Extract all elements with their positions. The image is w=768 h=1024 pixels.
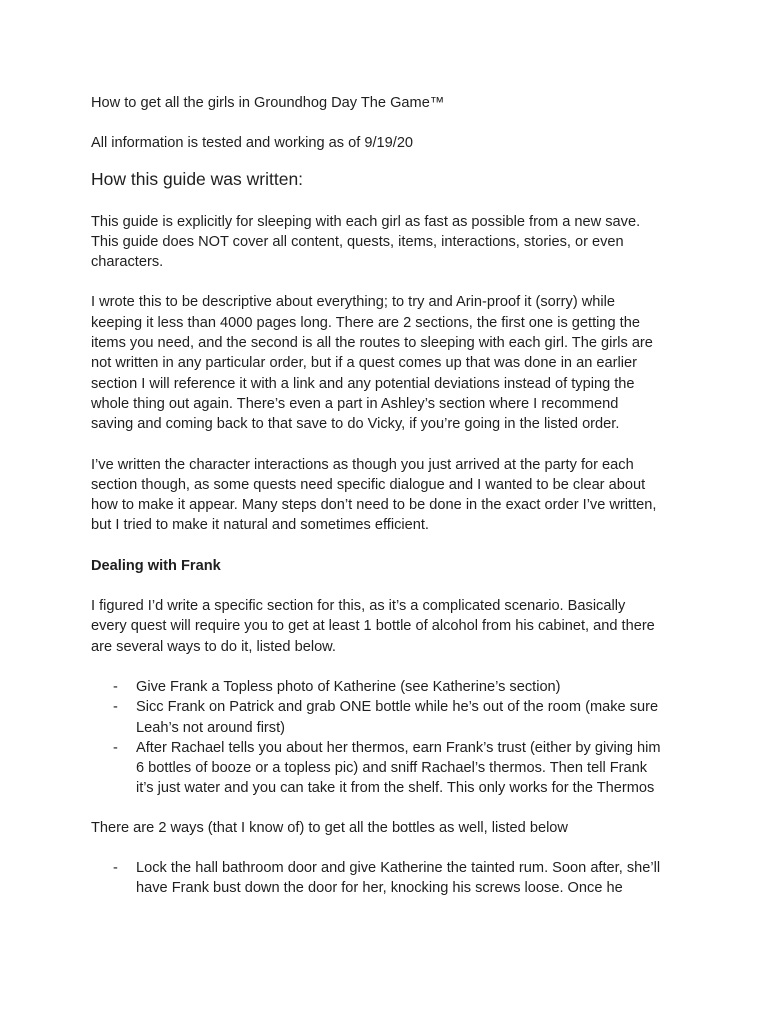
text-line: After Rachael tells you about her thermos, earn Frank’s trust (either by giving him bbox=[136, 739, 661, 756]
text-line: are several ways to do it, listed below. bbox=[91, 638, 336, 655]
text-line: section I will reference it with a link and any potential deviations instead of typing the bbox=[91, 375, 635, 392]
text-line: how to make it appear. Many steps don’t need to be done in the exact order I’ve written, bbox=[91, 497, 657, 514]
list-item bbox=[91, 697, 691, 738]
dash-bullet: - bbox=[113, 699, 118, 716]
dash-bullet: - bbox=[113, 739, 118, 756]
text-line: but I tried to make it natural and sometimes efficient. bbox=[91, 517, 429, 534]
text-line: items you need, and the second is all the routes to sleeping with each girl. The girls are bbox=[91, 335, 653, 352]
text-line: keeping it less than 4000 pages long. There are 2 sections, the first one is getting the bbox=[91, 314, 640, 331]
bottles-methods-list bbox=[91, 858, 691, 899]
list-item bbox=[91, 677, 691, 697]
text-line: it’s just water and you can take it from the shelf. This only works for the Thermos bbox=[136, 780, 655, 797]
text-line: Leah’s not around first) bbox=[136, 719, 286, 736]
text-line: Give Frank a Topless photo of Katherine (see Katherine’s section) bbox=[136, 678, 561, 695]
bottles-intro-paragraph: There are 2 ways (that I know of) to get all the bottles as well, listed below bbox=[91, 819, 568, 836]
text-line: whole thing out again. There’s even a part in Ashley’s section where I recommend bbox=[91, 395, 619, 412]
text-line: not written in any particular order, but if a quest comes up that was done in an earlier bbox=[91, 355, 637, 372]
intro-paragraph-1 bbox=[91, 212, 691, 273]
intro-paragraph-2 bbox=[91, 292, 691, 434]
frank-methods-list bbox=[91, 677, 691, 799]
text-line: Lock the hall bathroom door and give Katherine the tainted rum. Soon after, she’ll bbox=[136, 860, 661, 877]
list-item bbox=[91, 738, 691, 799]
text-line: have Frank bust down the door for her, knocking his screws loose. Once he bbox=[136, 880, 623, 897]
text-line: I figured I’d write a specific section for this, as it’s a complicated scenario. Basically bbox=[91, 598, 626, 615]
text-line: section though, as some quests need specific dialogue and I wanted to be clear about bbox=[91, 476, 646, 493]
text-line: I’ve written the character interactions as though you just arrived at the party for each bbox=[91, 456, 634, 473]
list-item bbox=[91, 858, 691, 899]
text-line: I wrote this to be descriptive about everything; to try and Arin-proof it (sorry) while bbox=[91, 294, 615, 311]
text-line: This guide does NOT cover all content, quests, items, interactions, stories, or even bbox=[91, 233, 624, 250]
document-title: How to get all the girls in Groundhog Day The Game™ bbox=[91, 95, 445, 111]
frank-intro-paragraph bbox=[91, 596, 691, 657]
text-line: Sicc Frank on Patrick and grab ONE bottle while he’s out of the room (make sure bbox=[136, 699, 659, 716]
section-heading-how-written: How this guide was written: bbox=[91, 168, 304, 189]
text-line: every quest will require you to get at least 1 bottle of alcohol from his cabinet, and there bbox=[91, 618, 655, 635]
text-line: saving and coming back to that save to do Vicky, if you’re going in the listed order. bbox=[91, 416, 620, 433]
text-line: characters. bbox=[91, 254, 164, 271]
text-line: 6 bottles of booze or a topless pic) and sniff Rachael’s thermos. Then tell Frank bbox=[136, 760, 648, 777]
document-body bbox=[91, 93, 691, 918]
dash-bullet: - bbox=[113, 860, 118, 877]
text-line: This guide is explicitly for sleeping with each girl as fast as possible from a new save. bbox=[91, 213, 641, 230]
tested-note: All information is tested and working as of 9/19/20 bbox=[91, 135, 414, 152]
intro-paragraph-3 bbox=[91, 455, 691, 536]
dash-bullet: - bbox=[113, 678, 118, 695]
section-heading-dealing-with-frank: Dealing with Frank bbox=[91, 557, 221, 574]
